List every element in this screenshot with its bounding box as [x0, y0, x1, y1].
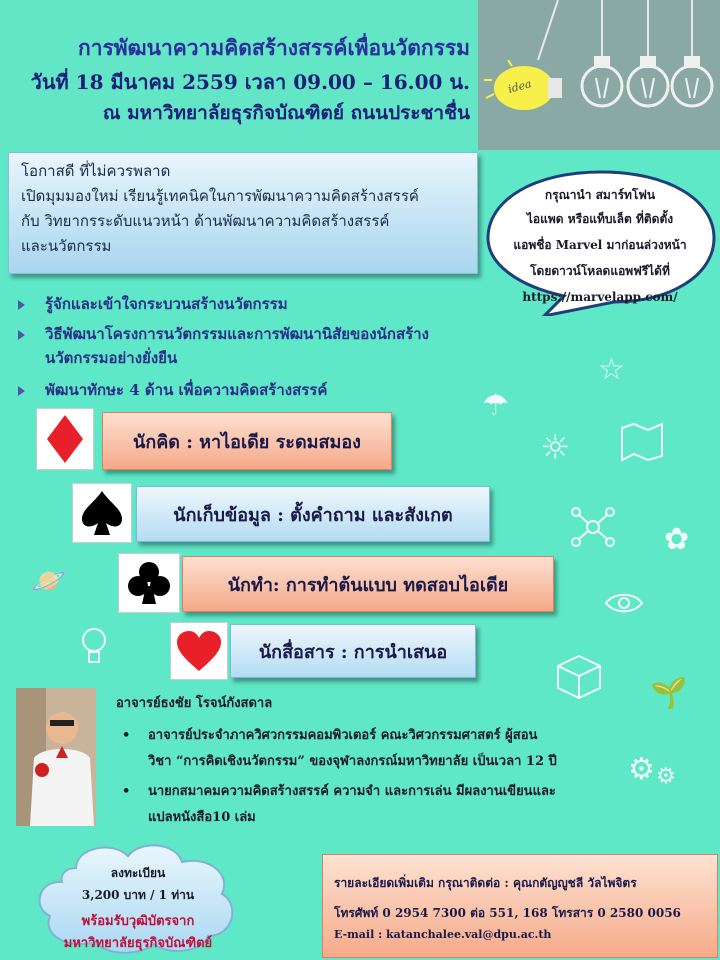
event-venue: ณ มหาวิทยาลัยธุรกิจบัณฑิตย์ ถนนประชาชื่น [102, 102, 470, 124]
registration-label: ลงทะเบียน [110, 866, 166, 880]
planet-icon: 🪐 [30, 564, 68, 599]
marvel-link[interactable]: https://marvelapp.com/ [522, 290, 678, 304]
box-icon [554, 652, 604, 700]
bulb-label: idea [506, 77, 533, 96]
bullet-item: พัฒนาทักษะ 4 ด้าน เพื่อความคิดสร้างสรรค์ [18, 378, 465, 402]
sun-icon: ☼ [540, 428, 571, 468]
instructor-point-line: อาจารย์ประจำภาควิศวกรรมคอมพิวเตอร์ คณะวิศวกรรมศาสตร์ ผู้สอน [148, 728, 538, 743]
flower-icon: ✿ [664, 522, 690, 557]
spade-suit-icon [72, 483, 132, 543]
bullet-arrow-icon [18, 386, 25, 396]
instructor-point-line: แปลหนังสือ10 เล่ม [148, 810, 256, 825]
event-title: การพัฒนาความคิดสร้างสรรค์เพื่อนวัตกรรม [77, 35, 470, 60]
intro-line: โอกาสดี ที่ไม่ควรพลาด [21, 162, 171, 180]
small-gear-icon: ⚙ [656, 764, 676, 789]
instructor-photo [16, 688, 96, 826]
instructor-point-line: วิชา “การคิดเชิงนวัตกรรม” ของจุฬาลงกรณ์มหาวิทยาลัย เป็นเวลา 12 ปี [148, 754, 557, 769]
bubble-line: กรุณานำ สมาร์ทโฟน [544, 188, 656, 202]
bullet-arrow-icon [18, 330, 25, 340]
event-date: วันที่ 18 มีนาคม 2559 เวลา 09.00 – 16.00 น. [30, 70, 470, 94]
intro-line: และนวัตกรรม [21, 237, 112, 255]
intro-line: กับ วิทยากรระดับแนวหน้า ด้านพัฒนาความคิดสร้างสรรค์ [21, 212, 390, 230]
role-data-collector: นักเก็บข้อมูล : ตั้งคำถาม และสังเกต [136, 486, 490, 542]
contact-email[interactable]: E-mail : katanchalee.val@dpu.ac.th [334, 928, 552, 941]
bullet-item: รู้จักและเข้าใจกระบวนสร้างนวัตกรรม [18, 292, 465, 316]
list-bullet: • [122, 784, 131, 799]
bubble-line: ไอแพด หรือแท็บเล็ต ที่ติดตั้ง [526, 212, 674, 226]
registration-fee: 3,200 บาท / 1 ท่าน [81, 888, 195, 902]
contact-phone: โทรศัพท์ 0 2954 7300 ต่อ 551, 168 โทรสาร 0 2580 0056 [334, 906, 681, 920]
intro-line: เปิดมุมมองใหม่ เรียนรู้เทคนิคในการพัฒนาความคิดสร้างสรรค์ [21, 187, 419, 205]
heart-suit-icon [170, 622, 228, 680]
lightbulb-icon [80, 626, 108, 666]
diamond-suit-icon [36, 408, 94, 470]
certificate-line: พร้อมรับวุฒิบัตรจาก [81, 914, 195, 929]
list-bullet: • [122, 728, 131, 743]
contact-person: รายละเอียดเพิ่มเติม กรุณาติดต่อ : คุณกตัญญูชลี วัลไพจิตร [334, 876, 637, 890]
instructor-name: อาจารย์ธงชัย โรจน์กังสดาล [116, 696, 273, 711]
eye-icon [604, 590, 644, 616]
gears-icon: ⚙ [628, 752, 655, 787]
bullet-item: วิธีพัฒนาโครงการนวัตกรรมและการพัฒนานิสัยของนักสร้างนวัตกรรมอย่างยั่งยืน [18, 322, 465, 370]
intro-box [8, 152, 478, 274]
role-thinker: นักคิด : หาไอเดีย ระดมสมอง [102, 412, 392, 470]
instructor-point-line: นายกสมาคมความคิดสร้างสรรค์ ความจำ และการเล่น มีผลงานเขียนและ [148, 784, 556, 799]
role-communicator: นักสื่อสาร : การนำเสนอ [230, 624, 476, 678]
hanging-bulbs-illustration [478, 0, 720, 150]
bubble-line: โดยดาวน์โหลดแอพฟรีได้ที่ [530, 264, 670, 278]
club-suit-icon [118, 553, 180, 613]
certificate-line: มหาวิทยาลัยธุรกิจบัณฑิตย์ [63, 936, 213, 951]
bubble-line: แอพชื่อ Marvel มาก่อนล่วงหน้า [513, 238, 687, 252]
star-icon: ☆ [598, 352, 625, 387]
map-icon [620, 422, 664, 462]
bullet-arrow-icon [18, 300, 25, 310]
umbrella-icon: ☂ [482, 388, 509, 423]
sprout-icon: 🌱 [650, 676, 688, 711]
network-icon [568, 504, 618, 550]
idea-bulbs-panel [478, 0, 720, 150]
role-maker: นักทำ: การทำต้นแบบ ทดสอบไอเดีย [182, 556, 554, 612]
